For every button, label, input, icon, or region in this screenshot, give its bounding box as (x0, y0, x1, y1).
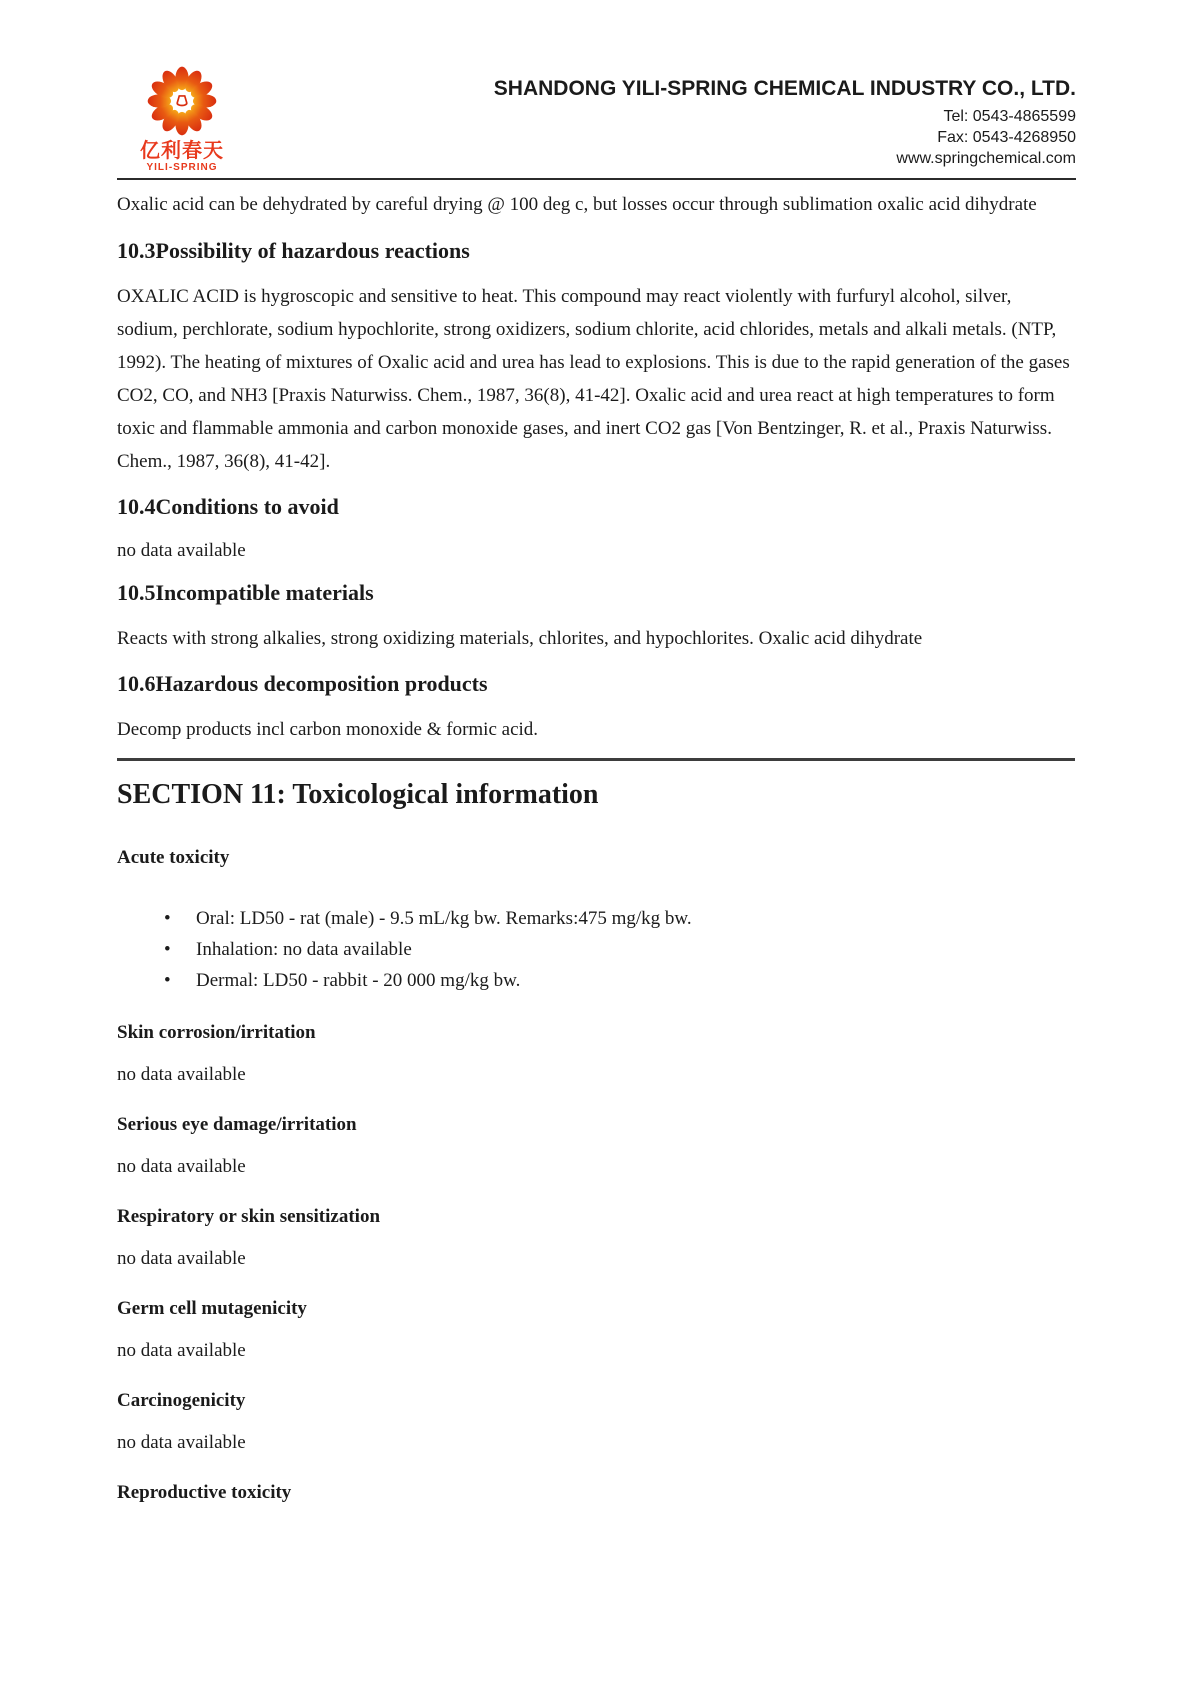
flower-logo-icon (143, 62, 221, 140)
eye-damage-heading: Serious eye damage/irritation (117, 1114, 357, 1135)
mutagenicity-body: no data available (117, 1340, 246, 1361)
acute-toxicity-heading: Acute toxicity (117, 847, 230, 868)
eye-damage-body: no data available (117, 1156, 246, 1177)
heading-10-3: 10.3Possibility of hazardous reactions (117, 238, 470, 263)
page-header (117, 0, 1076, 180)
header-contact-block (247, 62, 1076, 169)
carcinogenicity-body: no data available (117, 1432, 246, 1453)
acute-toxicity-item-dermal: • Dermal: LD50 - rabbit - 20 000 mg/kg bw. (164, 965, 1075, 996)
intro-paragraph: Oxalic acid can be dehydrated by careful drying @ 100 deg c, but losses occur through sublimation oxalic acid dihydrate (117, 194, 1037, 215)
sensitization-body: no data available (117, 1248, 246, 1269)
heading-10-4: 10.4Conditions to avoid (117, 494, 339, 519)
company-fax: Fax: 0543-4268950 (937, 129, 1076, 146)
logo-chinese-text: 亿利春天 (140, 140, 224, 162)
section-11-title: SECTION 11: Toxicological information (117, 779, 599, 810)
company-website: www.springchemical.com (896, 150, 1076, 167)
body-10-5: Reacts with strong alkalies, strong oxidizing materials, chlorites, and hypochlorites. Oxalic acid dihydrate (117, 628, 923, 649)
acute-toxicity-item-oral: • Oral: LD50 - rat (male) - 9.5 mL/kg bw. Remarks:475 mg/kg bw. (164, 903, 1075, 934)
acute-toxicity-list (117, 903, 1075, 996)
logo-english-text: YILI-SPRING (146, 162, 218, 173)
acute-toxicity-item-inhalation: • Inhalation: no data available (164, 934, 1075, 965)
skin-corrosion-body: no data available (117, 1064, 246, 1085)
heading-10-5: 10.5Incompatible materials (117, 580, 374, 605)
body-10-4: no data available (117, 540, 246, 561)
mutagenicity-heading: Germ cell mutagenicity (117, 1298, 307, 1319)
document-body (117, 188, 1075, 1506)
company-tel: Tel: 0543-4865599 (943, 108, 1076, 125)
carcinogenicity-heading: Carcinogenicity (117, 1390, 246, 1411)
reproductive-toxicity-heading: Reproductive toxicity (117, 1482, 292, 1503)
sensitization-heading: Respiratory or skin sensitization (117, 1206, 381, 1227)
company-name: SHANDONG YILI-SPRING CHEMICAL INDUSTRY CO., LTD. (493, 77, 1076, 100)
section-divider (117, 758, 1075, 761)
company-logo (117, 62, 247, 174)
skin-corrosion-heading: Skin corrosion/irritation (117, 1022, 316, 1043)
body-10-3: OXALIC ACID is hygroscopic and sensitive to heat. This compound may react violently with furfuryl alcohol, silver, sodium, perchlorate, sodium hypochlorite, strong oxidizers, sodium chlorite, acid chlorides, metals and alkali metals. (NTP, 1992). The heating of mixtures of Oxalic acid and urea has lead to explosions. This is due to the rapid generation of the gases CO2, CO, and NH3 [Praxis Naturwiss. Chem., 1987, 36(8), 41-42]. Oxalic acid and urea react at high temperatures to form toxic and flammable ammonia and carbon monoxide gases, and inert CO2 gas [Von Bentzinger, R. et al., Praxis Naturwiss. Chem., 1987, 36(8), 41-42]. (117, 286, 1070, 472)
body-10-6: Decomp products incl carbon monoxide & formic acid. (117, 719, 539, 740)
heading-10-6: 10.6Hazardous decomposition products (117, 671, 488, 696)
